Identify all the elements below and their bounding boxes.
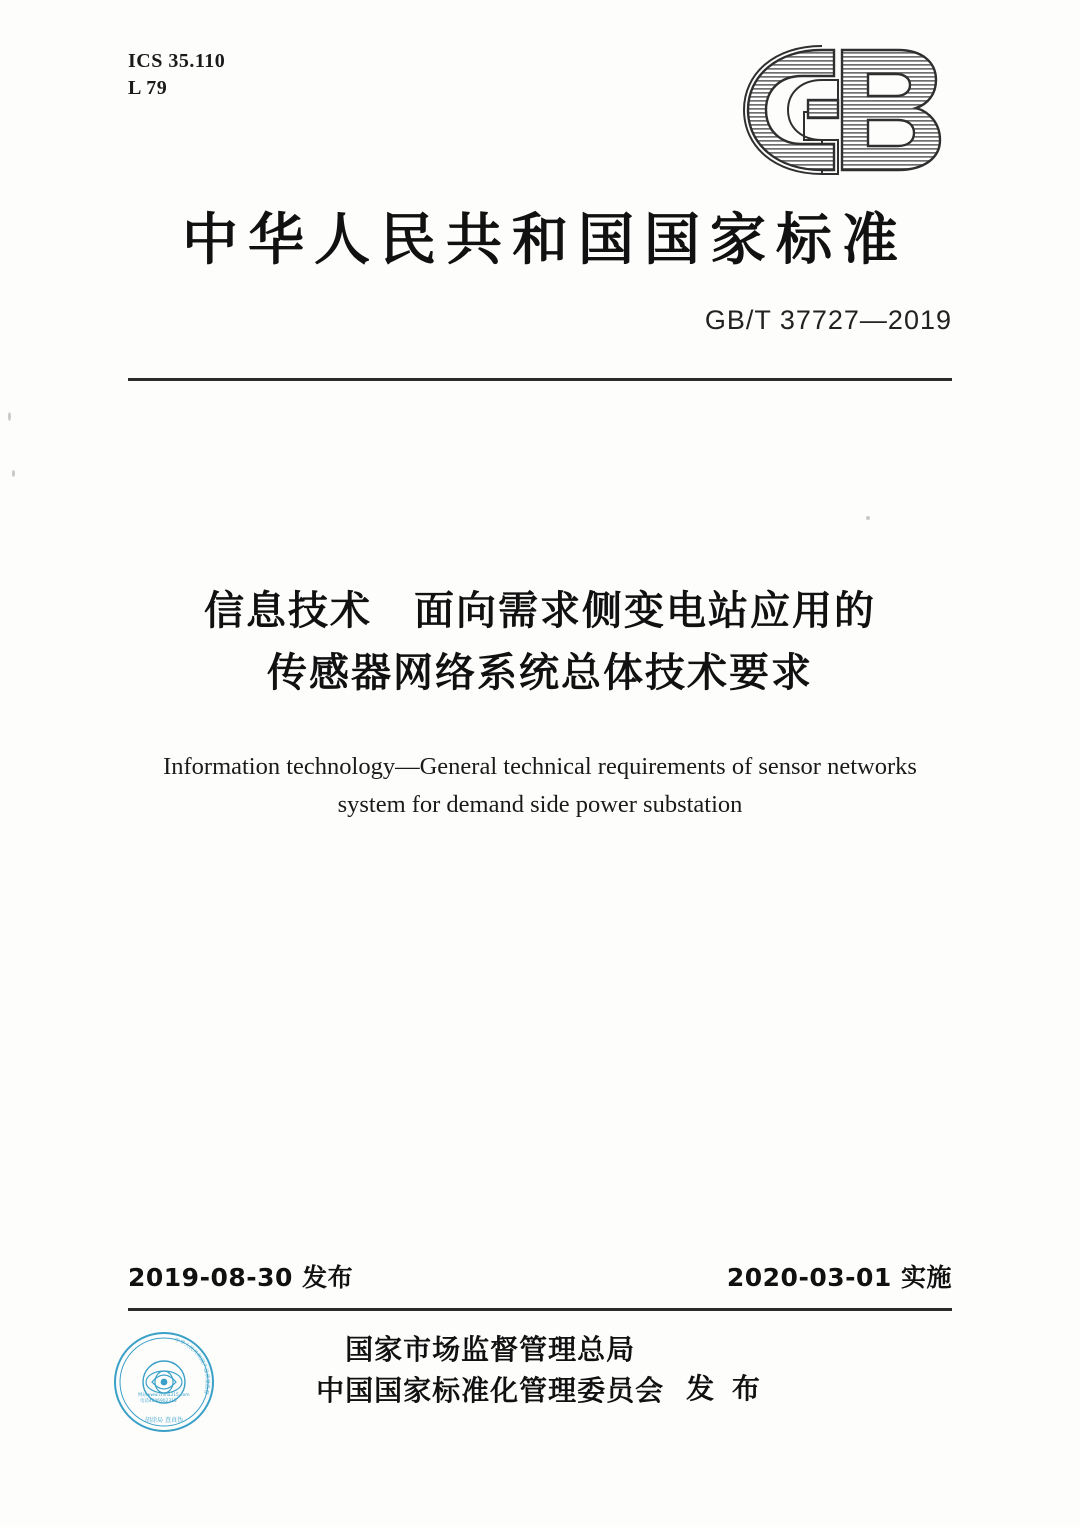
document-title-chinese-line2: 传感器网络系统总体技术要求 bbox=[267, 650, 813, 696]
issuer-line-1: 国家市场监督管理总局 bbox=[345, 1333, 636, 1366]
svg-text:网站www.china315.com: 网站www.china315.com bbox=[138, 1393, 190, 1398]
svg-text:中华人民共和国产品质量监督: 中华人民共和国产品质量监督 bbox=[173, 1337, 211, 1396]
footer-divider bbox=[128, 1308, 952, 1311]
header-divider bbox=[128, 378, 952, 381]
issue-date: 2019-08-30 发布 bbox=[128, 1263, 354, 1292]
ics-code: ICS 35.110 bbox=[128, 50, 226, 72]
document-title-chinese-line1: 信息技术 面向需求侧变电站应用的 bbox=[204, 588, 876, 634]
classification-codes bbox=[128, 48, 225, 102]
issuer-verb: 发 布 bbox=[686, 1372, 764, 1406]
page-speckle bbox=[8, 412, 11, 421]
issuer-line-2: 中国国家标准化管理委员会 bbox=[316, 1373, 665, 1407]
svg-text:胡涂局 查真伪: 胡涂局 查真伪 bbox=[145, 1417, 183, 1424]
implementation-date: 2020-03-01 实施 bbox=[726, 1263, 952, 1292]
dates-row bbox=[128, 1258, 952, 1294]
document-title-chinese bbox=[130, 580, 950, 704]
svg-text:电话4006902315: 电话4006902315 bbox=[140, 1399, 177, 1404]
classification-code: L 79 bbox=[128, 77, 168, 99]
page-speckle bbox=[12, 470, 15, 477]
document-title-english bbox=[150, 748, 930, 824]
issuer-block bbox=[0, 1330, 1080, 1411]
issuer-names bbox=[316, 1330, 664, 1411]
document-title-english-line2: system for demand side power substation bbox=[337, 790, 743, 818]
page-speckle bbox=[866, 516, 870, 520]
gb-emblem-icon bbox=[730, 40, 960, 180]
standard-number: GB/T 37727—2019 bbox=[704, 305, 952, 335]
document-title-english-line1: Information technology—General technical requirements of sensor networks bbox=[163, 753, 917, 780]
national-standard-heading: 中华人民共和国国家标准 bbox=[182, 208, 908, 273]
